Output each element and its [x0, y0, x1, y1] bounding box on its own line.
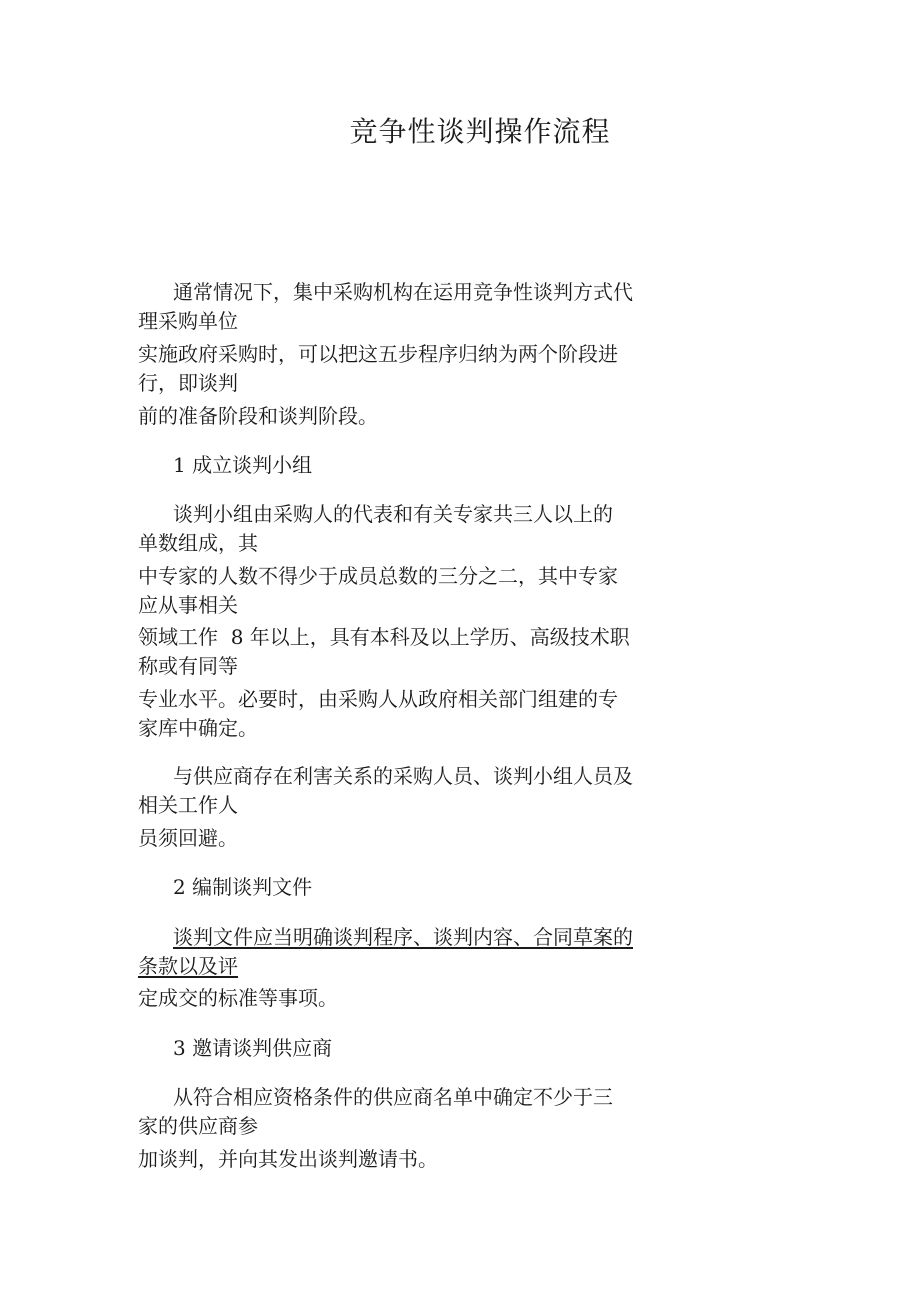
paragraph-6 — [138, 623, 658, 681]
paragraph-line: 通常情况下，集中采购机构在运用竞争性谈判方式代 — [173, 280, 633, 304]
paragraph-11 — [138, 984, 658, 1013]
paragraph-line: 单数组成，其 — [138, 531, 258, 555]
paragraph-line: 家的供应商参 — [138, 1114, 258, 1138]
paragraph-9 — [138, 824, 658, 853]
paragraph-line: 相关工作人 — [138, 793, 238, 817]
paragraph-1 — [138, 278, 658, 336]
paragraph-line: 应从事相关 — [138, 593, 238, 617]
paragraph-line: 领域工作 8 年以上，具有本科及以上学历、高级技术职 — [138, 625, 630, 649]
paragraph-line: 加谈判，并向其发出谈判邀请书。 — [138, 1147, 438, 1171]
section-heading-line: 2 编制谈判文件 — [173, 875, 313, 899]
section-heading-line: 3 邀请谈判供应商 — [173, 1036, 333, 1060]
paragraph-line: 实施政府采购时，可以把这五步程序归纳为两个阶段进 — [138, 342, 618, 366]
section-heading-line: 1 成立谈判小组 — [173, 453, 313, 477]
paragraph-8 — [138, 762, 658, 820]
paragraph-2 — [138, 340, 658, 398]
paragraph-3 — [138, 402, 658, 431]
paragraph-line: 定成交的标准等事项。 — [138, 986, 338, 1010]
paragraph-line: 中专家的人数不得少于成员总数的三分之二，其中专家 — [138, 564, 618, 588]
section-heading-3 — [138, 1034, 658, 1063]
paragraph-line: 称或有同等 — [138, 654, 238, 678]
paragraph-line: 谈判小组由采购人的代表和有关专家共三人以上的 — [173, 502, 613, 526]
paragraph-line: 前的准备阶段和谈判阶段。 — [138, 404, 378, 428]
paragraph-line: 员须回避。 — [138, 826, 238, 850]
paragraph-12 — [138, 1083, 658, 1141]
paragraph-line: 行，即谈判 — [138, 371, 238, 395]
underlined-line: 谈判文件应当明确谈判程序、谈判内容、合同草案的 — [173, 925, 633, 949]
paragraph-4 — [138, 500, 658, 558]
section-heading-2 — [138, 873, 658, 902]
paragraph-line: 专业水平。必要时，由采购人从政府相关部门组建的专 — [138, 687, 618, 711]
paragraph-10 — [138, 923, 658, 981]
paragraph-line: 从符合相应资格条件的供应商名单中确定不少于三 — [173, 1085, 613, 1109]
paragraph-5 — [138, 562, 658, 620]
paragraph-7 — [138, 685, 658, 743]
underlined-line: 条款以及评 — [138, 954, 238, 978]
section-heading-1 — [138, 451, 658, 480]
paragraph-line: 理采购单位 — [138, 309, 238, 333]
document-title: 竞争性谈判操作流程 — [349, 115, 611, 148]
paragraph-line: 家库中确定。 — [138, 716, 258, 740]
paragraph-line: 与供应商存在利害关系的采购人员、谈判小组人员及 — [173, 764, 633, 788]
paragraph-13 — [138, 1145, 658, 1174]
